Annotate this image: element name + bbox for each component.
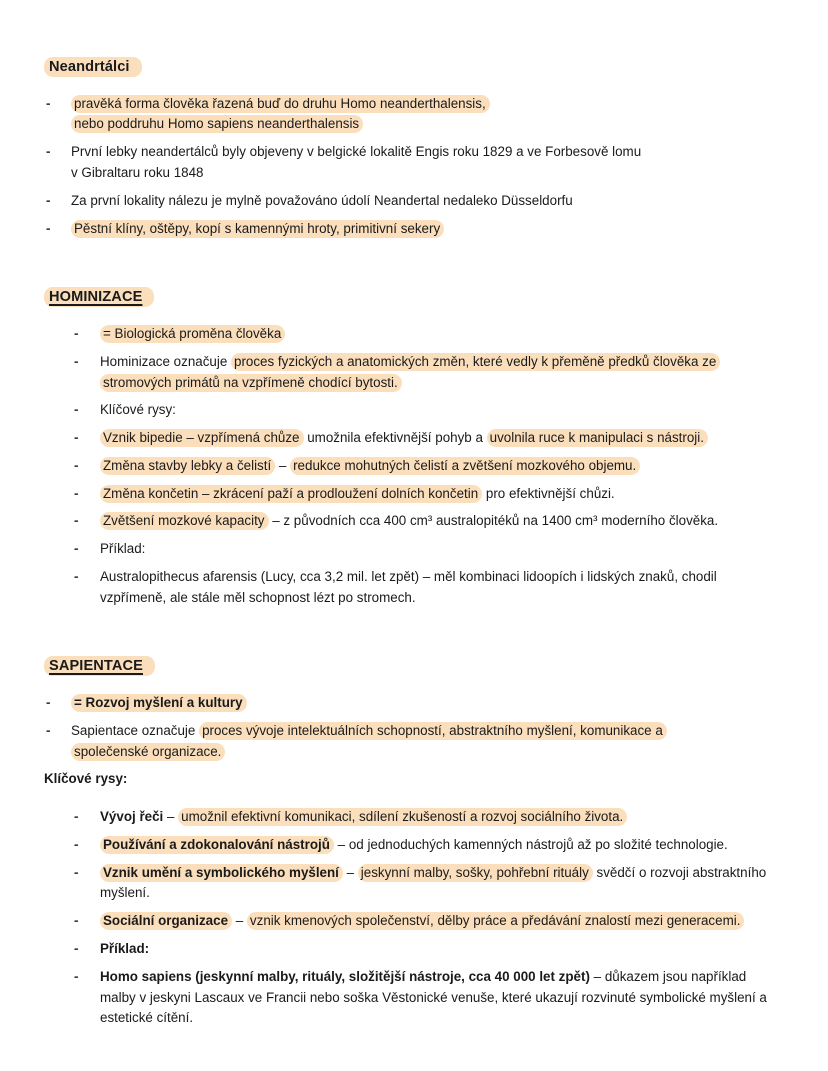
lead-text: Homo sapiens (jeskynní malby, rituály, složitější nástroje, cca 40 000 let zpět): [100, 968, 590, 984]
highlight-span: Pěstní klíny, oštěpy, kopí s kamennými hroty, primitivní sekery: [71, 220, 444, 238]
list-item-text: [100, 863, 784, 905]
tail-text: – z původních cca 400 cm³ australopitéků na 1400 cm³ moderního člověka.: [268, 513, 719, 529]
list-item: [74, 511, 784, 532]
list-item: [74, 428, 784, 449]
bullet-dash: -: [74, 940, 79, 956]
list-item: [74, 939, 784, 960]
heading-text: Neandrtálci: [49, 59, 130, 75]
heading-text: HOMINIZACE: [49, 289, 143, 306]
highlight-span: Sociální organizace: [100, 912, 232, 930]
highlight-span: = Rozvoj myšlení a kultury: [71, 694, 247, 712]
highlight-span: nebo poddruhu Homo sapiens neanderthalensis: [71, 115, 363, 133]
list-item: [74, 400, 784, 421]
list-item: [46, 693, 784, 714]
list-item-text: [100, 807, 784, 828]
section-heading-sapientace: [44, 657, 784, 677]
bullet-dash: -: [46, 695, 51, 711]
bullet-dash: -: [46, 144, 51, 160]
highlight-span: stromových primátů na vzpřímeně chodící bytosti.: [100, 374, 402, 392]
list-item-text: [71, 142, 784, 184]
highlight-span: Vznik umění a symbolického myšlení: [100, 864, 343, 882]
bullet-dash: -: [74, 836, 79, 852]
list-item-text: [71, 721, 784, 763]
list-item-text: [71, 693, 784, 714]
list-item: [74, 967, 784, 1029]
prefix-text: Hominizace označuje: [100, 353, 231, 369]
highlight-span: vznik kmenových společenství, dělby práce a předávání znalostí mezi generacemi.: [247, 912, 745, 930]
list-item: [46, 219, 784, 240]
bullet-dash: -: [46, 192, 51, 208]
list-item-text: [71, 94, 784, 136]
highlight-span: proces vývoje intelektuálních schopností, abstraktního myšlení, komunikace a: [199, 722, 667, 740]
section-neandrtalci: [44, 58, 784, 239]
highlight-span: redukce mohutných čelistí a zvětšení mozkového objemu.: [290, 457, 640, 475]
list-item-text: [100, 835, 784, 856]
list-item-text: [100, 567, 784, 609]
bullet-dash: -: [74, 968, 79, 984]
highlight-span: Vznik bipedie – vzpřímená chůze: [100, 429, 304, 447]
tail-text: – důkazem jsou například malby v jeskyni Lascaux ve Francii nebo soška Věstonické venuše, které ukazují rozvinuté symbolické myšlení a estetické cítění.: [100, 968, 767, 1026]
section-sapientace: [44, 657, 784, 1029]
list-item: [46, 94, 784, 136]
document-content: [44, 58, 784, 1036]
list-item: [74, 835, 784, 856]
highlight-span: pravěká forma člověka řazená buď do druhu Homo neanderthalensis,: [71, 95, 490, 113]
bullet-dash: -: [46, 722, 51, 738]
list-item-text: Klíčové rysy:: [100, 402, 176, 418]
line-text: v Gibraltaru roku 1848: [71, 164, 204, 180]
bullet-dash: -: [74, 325, 79, 341]
mid-text: –: [232, 913, 247, 929]
key-features-label: Klíčové rysy:: [44, 771, 128, 787]
bullet-dash: -: [74, 485, 79, 501]
highlight-span: Zvětšení mozkové kapacity: [100, 512, 269, 530]
heading-text: SAPIENTACE: [49, 658, 143, 675]
section-heading-hominizace: [44, 288, 784, 308]
section-hominizace: [44, 288, 784, 608]
list-item-text: [100, 511, 784, 532]
mid-text: –: [163, 809, 179, 825]
bullet-dash: -: [74, 457, 79, 473]
bullet-dash: -: [74, 568, 79, 584]
list-item: [74, 539, 784, 560]
highlight-span: umožnil efektivní komunikaci, sdílení zkušeností a rozvoj sociálního života.: [178, 808, 627, 826]
tail-text: svědčí o rozvoji abstraktního myšlení.: [100, 864, 767, 901]
mid-text: –: [275, 457, 291, 473]
highlight-span: společenské organizace.: [71, 743, 225, 761]
bullet-dash: -: [46, 220, 51, 236]
list-item: [46, 142, 784, 184]
list-item: [74, 352, 784, 394]
list-item-text: Příklad:: [100, 940, 150, 956]
list-item: [46, 721, 784, 763]
highlight-span: jeskynní malby, sošky, pohřební rituály: [358, 864, 593, 882]
list-item: [74, 863, 784, 905]
list-item: [74, 807, 784, 828]
list-item-text: [100, 324, 784, 345]
list-item: [74, 324, 784, 345]
bullet-dash: -: [46, 95, 51, 111]
bullet-dash: -: [74, 513, 79, 529]
line-text: První lebky neandertálců byly objeveny v belgické lokalitě Engis roku 1829 a ve Forbesově lomu: [71, 144, 642, 160]
mid-text: umožnila efektivnější pohyb a: [303, 430, 487, 446]
highlight-span: uvolnila ruce k manipulaci s nástroji.: [487, 429, 708, 447]
bullet-dash: -: [74, 353, 79, 369]
list-item-text: [100, 456, 784, 477]
list-item-text: [100, 352, 784, 394]
tail-text: – od jednoduchých kamenných nástrojů až po složité technologie.: [333, 836, 728, 852]
list-item: [74, 911, 784, 932]
list-item-text: Příklad:: [100, 541, 146, 557]
list-item: [46, 191, 784, 212]
highlight-span: Změna stavby lebky a čelistí: [100, 457, 275, 475]
bullet-dash: -: [74, 809, 79, 825]
bullet-dash: -: [74, 430, 79, 446]
lead-text: Vývoj řeči: [100, 809, 164, 825]
list-item-text: [100, 967, 784, 1029]
list-item: [74, 567, 784, 609]
highlight-span: Změna končetin – zkrácení paží a prodloužení dolních končetin: [100, 485, 482, 503]
list-item-text: Za první lokality nálezu je mylně považováno údolí Neandertal nedaleko Düsseldorfu: [71, 192, 573, 208]
mid-text: –: [342, 864, 358, 880]
line-text: vzpřímeně, ale stále měl schopnost lézt po stromech.: [100, 589, 416, 605]
bullet-dash: -: [74, 864, 79, 880]
highlight-span: Používání a zdokonalování nástrojů: [100, 836, 334, 854]
prefix-text: Sapientace označuje: [71, 722, 200, 738]
list-item: [74, 484, 784, 505]
line-text: Australopithecus afarensis (Lucy, cca 3,2 mil. let zpět) – měl kombinaci lidoopích i lidských znaků, chodil: [100, 568, 717, 584]
list-item: [74, 456, 784, 477]
list-item-text: [71, 219, 784, 240]
list-item-text: [100, 911, 784, 932]
list-item-text: [100, 484, 784, 505]
highlight-span: proces fyzických a anatomických změn, které vedly k přeměně předků člověka ze: [231, 353, 720, 371]
bullet-dash: -: [74, 541, 79, 557]
section-heading-neandrtalci: [44, 58, 784, 78]
highlight-span: = Biologická proměna člověka: [100, 325, 285, 343]
bullet-dash: -: [74, 913, 79, 929]
list-item-text: [100, 428, 784, 449]
bullet-dash: -: [74, 402, 79, 418]
tail-text: pro efektivnější chůzi.: [482, 485, 615, 501]
